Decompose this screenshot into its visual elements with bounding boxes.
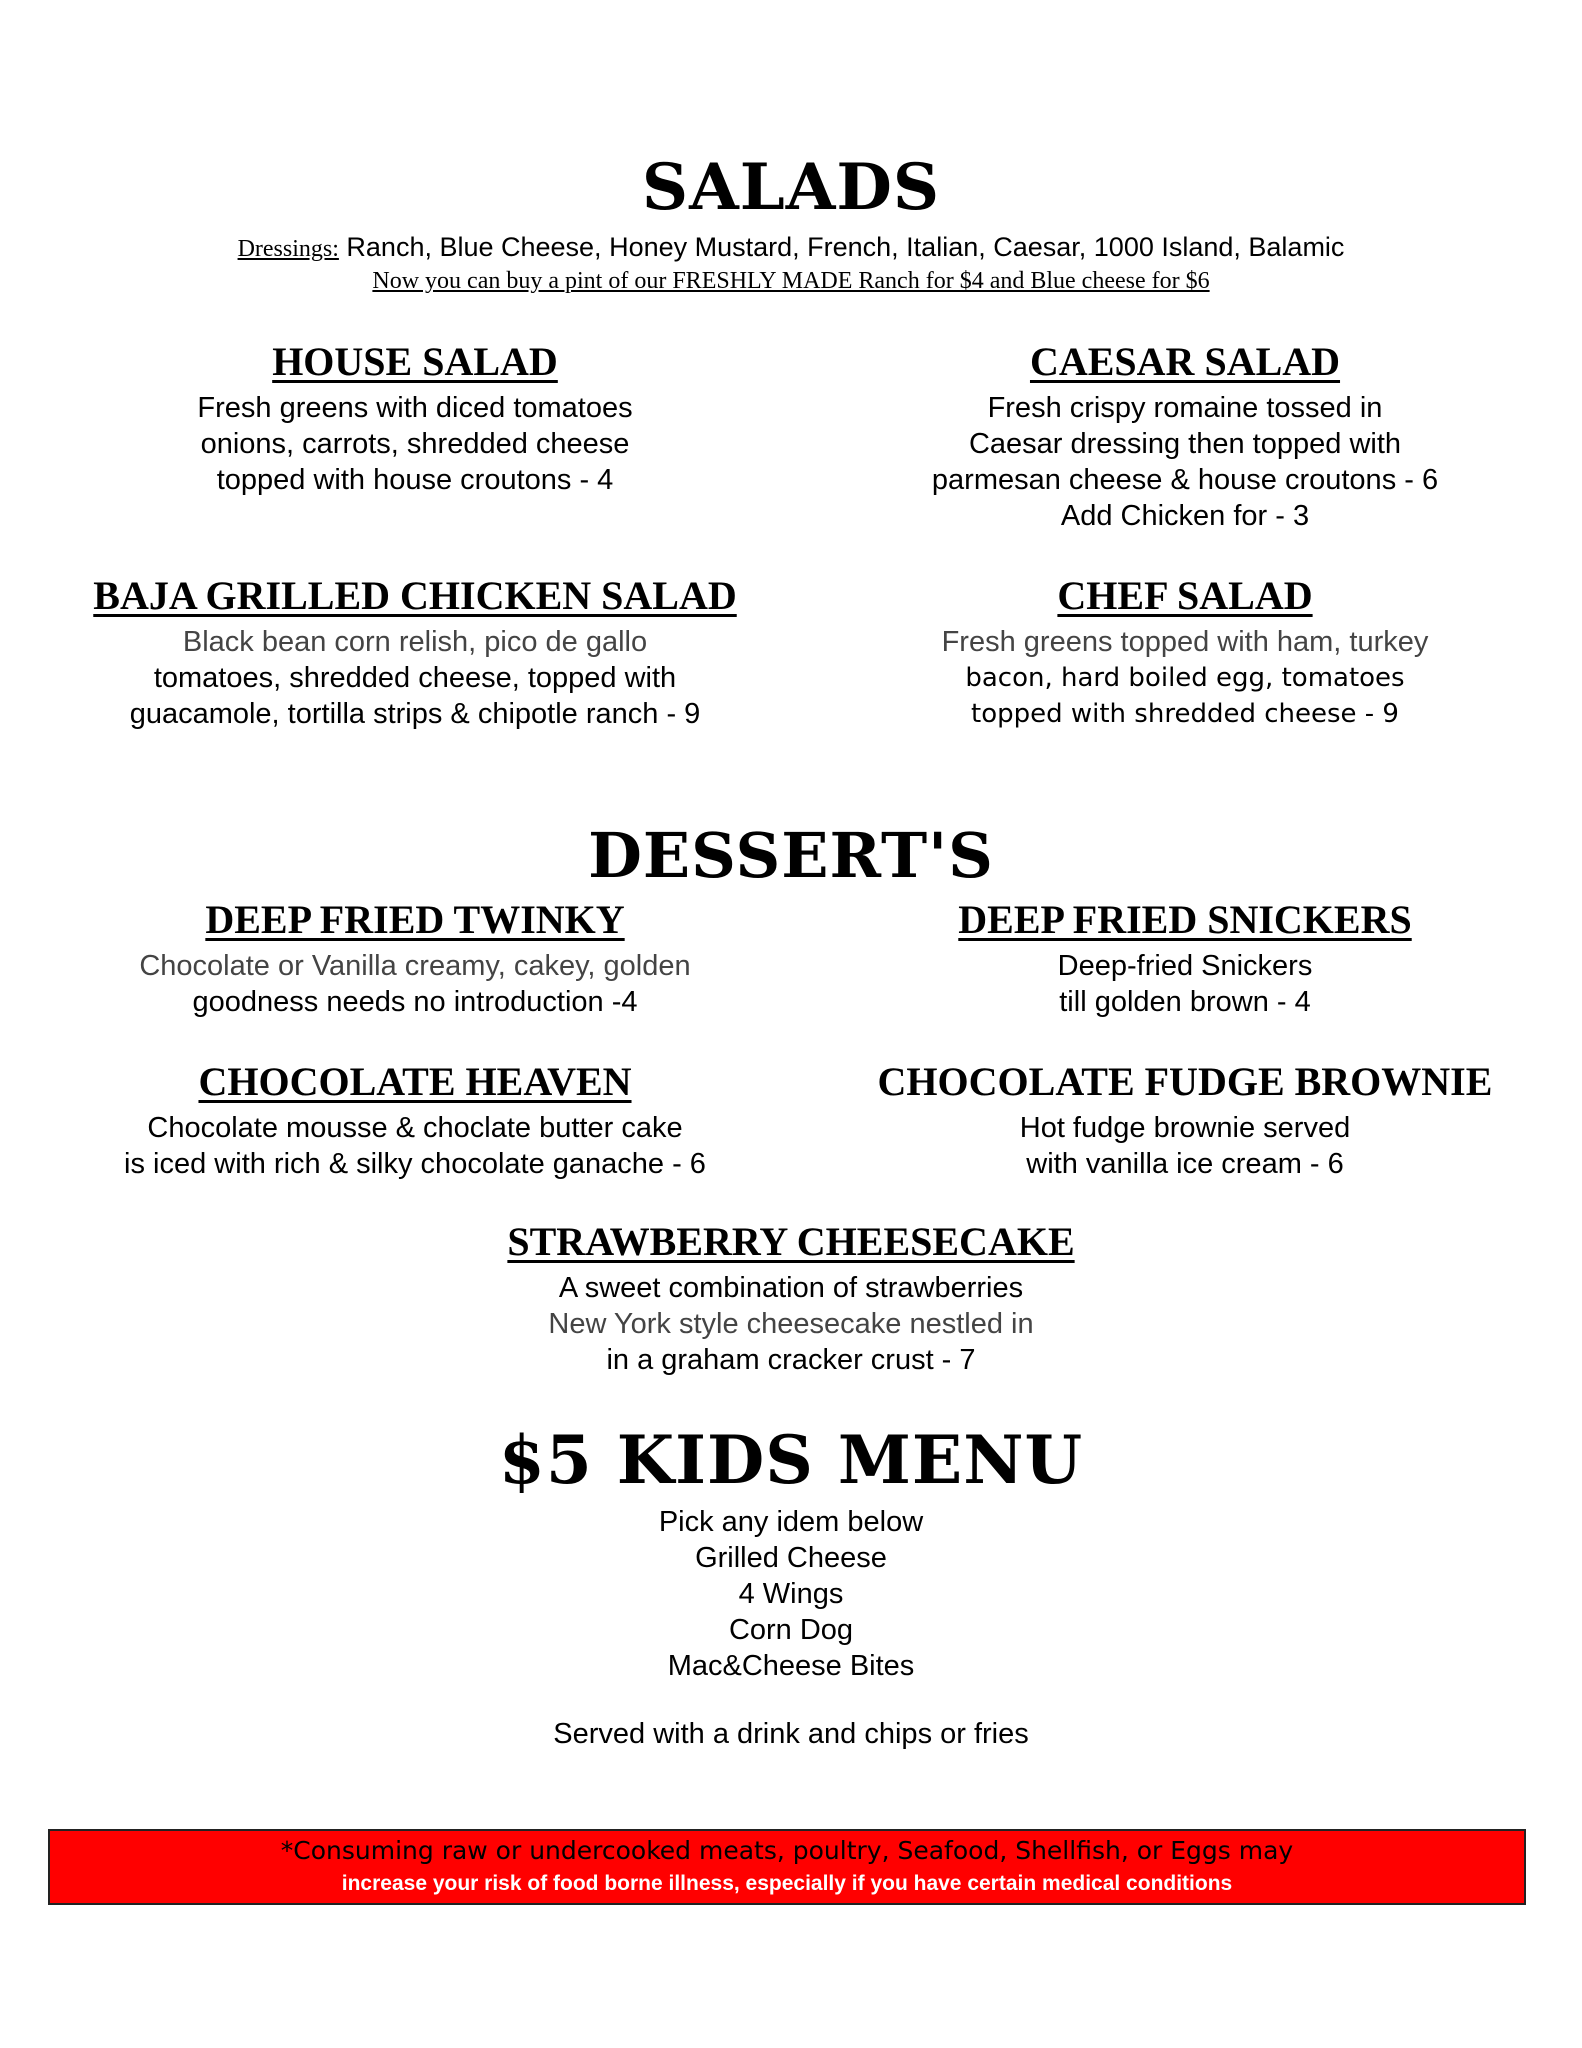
snickers-title: DEEP FRIED SNICKERS	[958, 897, 1412, 942]
desserts-heading: DESSERT'S	[588, 819, 994, 892]
baja-salad-line: guacamole, tortilla strips & chipotle ranch - 9	[129, 698, 701, 730]
house-salad	[20, 338, 810, 498]
deep-fried-snickers	[790, 896, 1580, 1020]
caesar-salad-line: parmesan cheese & house croutons - 6	[931, 464, 1439, 496]
house-salad-line: topped with house croutons - 4	[216, 464, 614, 496]
twinky-line: goodness needs no introduction -4	[192, 986, 638, 1018]
snickers-line: till golden brown - 4	[1059, 986, 1311, 1018]
snickers-line: Deep-fried Snickers	[1057, 950, 1313, 982]
chef-salad-line: topped with shredded cheese - 9	[971, 699, 1399, 729]
baja-salad-line: tomatoes, shredded cheese, topped with	[153, 662, 677, 694]
chef-salad	[790, 572, 1580, 732]
salads-heading: SALADS	[641, 150, 941, 225]
baja-grilled-chicken-salad	[20, 572, 810, 732]
chocolate-heaven	[20, 1058, 810, 1182]
dressings-list: Ranch, Blue Cheese, Honey Mustard, French, Italian, Caesar, 1000 Island, Balamic	[338, 232, 1345, 262]
kids-menu-list	[0, 1504, 1582, 1684]
twinky-title: DEEP FRIED TWINKY	[205, 897, 625, 942]
house-salad-title: HOUSE SALAD	[272, 339, 558, 384]
cheesecake-line: in a graham cracker crust - 7	[606, 1344, 976, 1376]
deep-fried-twinky	[20, 896, 810, 1020]
cheesecake-line: A sweet combination of strawberries	[558, 1272, 1024, 1304]
caesar-salad-line: Add Chicken for - 3	[1060, 500, 1310, 532]
kids-item: Mac&Cheese Bites	[667, 1650, 915, 1682]
warning-line-1: *Consuming raw or undercooked meats, poultry, Seafood, Shellfish, or Eggs may	[280, 1836, 1294, 1865]
baja-salad-title: BAJA GRILLED CHICKEN SALAD	[93, 573, 737, 618]
food-safety-warning	[48, 1829, 1526, 1905]
chocolate-heaven-title: CHOCOLATE HEAVEN	[198, 1059, 632, 1104]
chocolate-heaven-line: Chocolate mousse & choclate butter cake	[147, 1112, 683, 1144]
cheesecake-line: New York style cheesecake nestled in	[548, 1308, 1034, 1340]
house-salad-line: Fresh greens with diced tomatoes	[197, 392, 633, 424]
dressings-line	[0, 230, 1582, 266]
chef-salad-line: Fresh greens topped with ham, turkey	[941, 626, 1429, 658]
chef-salad-title: CHEF SALAD	[1057, 573, 1313, 618]
cheesecake-title: STRAWBERRY CHEESECAKE	[507, 1219, 1075, 1264]
chef-salad-line: bacon, hard boiled egg, tomatoes	[965, 663, 1405, 693]
twinky-line: Chocolate or Vanilla creamy, cakey, golden	[139, 950, 691, 982]
kids-intro: Pick any idem below	[658, 1506, 924, 1538]
chocolate-heaven-line: is iced with rich & silky chocolate ganache - 6	[124, 1148, 706, 1180]
kids-item: Corn Dog	[728, 1614, 854, 1646]
pint-note: Now you can buy a pint of our FRESHLY MADE Ranch for $4 and Blue cheese for $6	[372, 268, 1210, 294]
caesar-salad-line: Fresh crispy romaine tossed in	[987, 392, 1383, 424]
desserts-section-header	[0, 818, 1582, 894]
brownie-line: with vanilla ice cream - 6	[1026, 1148, 1344, 1180]
dressings-label: Dressings:	[237, 236, 339, 262]
caesar-salad	[790, 338, 1580, 534]
caesar-salad-line: Caesar dressing then topped with	[968, 428, 1402, 460]
brownie-title: CHOCOLATE FUDGE BROWNIE	[877, 1059, 1493, 1104]
kids-section-header	[0, 1420, 1582, 1500]
house-salad-line: onions, carrots, shredded cheese	[200, 428, 630, 460]
caesar-salad-title: CAESAR SALAD	[1029, 339, 1341, 384]
baja-salad-line: Black bean corn relish, pico de gallo	[182, 626, 648, 658]
kids-item: 4 Wings	[738, 1578, 844, 1610]
kids-heading: $5 KIDS MENU	[498, 1421, 1084, 1499]
chocolate-fudge-brownie	[790, 1058, 1580, 1182]
warning-line-2: increase your risk of food borne illness, especially if you have certain medical conditions	[341, 1872, 1233, 1895]
kids-served-note: Served with a drink and chips or fries	[553, 1718, 1029, 1750]
kids-item: Grilled Cheese	[695, 1542, 887, 1574]
salads-section-header	[0, 150, 1582, 226]
strawberry-cheesecake	[0, 1218, 1582, 1378]
brownie-line: Hot fudge brownie served	[1019, 1112, 1351, 1144]
